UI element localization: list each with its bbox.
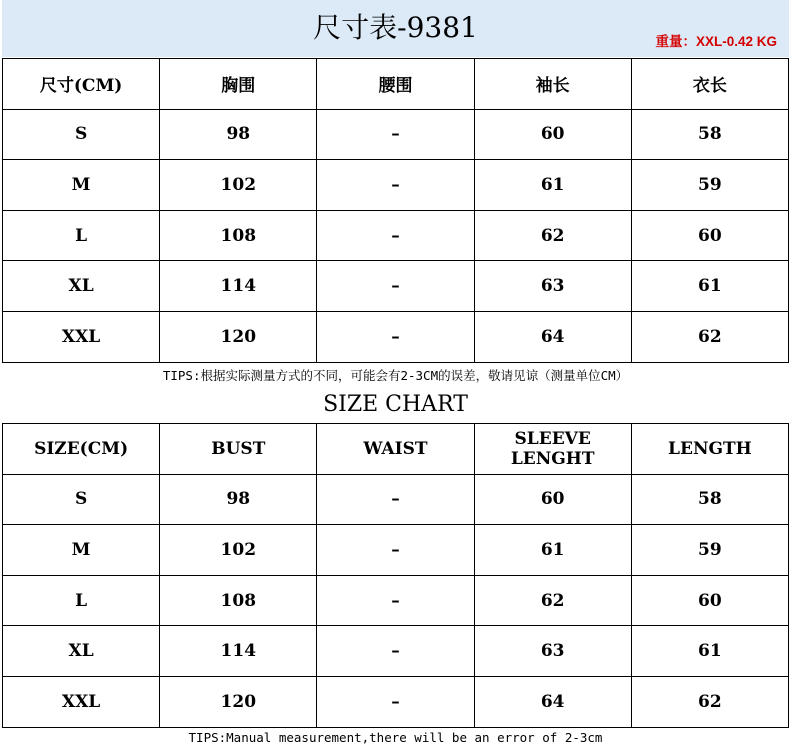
table-cell: – (317, 311, 474, 362)
table-cell: XXL (3, 311, 160, 362)
table-cell: 98 (160, 109, 317, 160)
size-chart-title: SIZE CHART (323, 392, 468, 417)
table-cell: – (317, 109, 474, 160)
table-row (3, 109, 789, 160)
table-cell: L (3, 575, 160, 626)
table-cell: 120 (160, 676, 317, 727)
table-cell: 61 (474, 160, 631, 211)
header-banner (2, 0, 789, 57)
table-cell: 61 (474, 525, 631, 576)
table-cell: 62 (474, 575, 631, 626)
table-cell: XXL (3, 676, 160, 727)
table-row (3, 311, 789, 362)
table-cell: – (317, 626, 474, 677)
table-cell: – (317, 575, 474, 626)
table-cell: 62 (631, 311, 788, 362)
table-cell: M (3, 525, 160, 576)
header-cell: WAIST (317, 424, 474, 475)
table-cell: – (317, 261, 474, 312)
table-cell: S (3, 109, 160, 160)
tips-note-en: TIPS:Manual measurement,there will be an error of 2-3cm (188, 730, 603, 745)
table-cell: – (317, 474, 474, 525)
table-cell: 64 (474, 676, 631, 727)
table-cell: 102 (160, 525, 317, 576)
table-cell: 59 (631, 160, 788, 211)
header-cell: BUST (160, 424, 317, 475)
table-cell: S (3, 474, 160, 525)
table-cell: XL (3, 261, 160, 312)
table-cell: – (317, 525, 474, 576)
table-cell: 102 (160, 160, 317, 211)
table-row (3, 626, 789, 677)
table-cell: 58 (631, 474, 788, 525)
table-cell: 120 (160, 311, 317, 362)
table-cell: 60 (631, 210, 788, 261)
table-cell: 63 (474, 626, 631, 677)
header-cell: 尺寸(CM) (3, 59, 160, 110)
table-cell: 98 (160, 474, 317, 525)
weight-note: 重量：XXL-0.42 KG (655, 34, 777, 49)
table-row (3, 676, 789, 727)
table-row (3, 474, 789, 525)
table-cell: 63 (474, 261, 631, 312)
header-cell: 胸围 (160, 59, 317, 110)
table-cell: 64 (474, 311, 631, 362)
table-cell: – (317, 210, 474, 261)
header-cell: SIZE(CM) (3, 424, 160, 475)
table-cell: 61 (631, 626, 788, 677)
tips-note-cn: TIPS:根据实际测量方式的不同，可能会有2-3CM的误差，敬请见谅（测量单位CM） (162, 368, 629, 383)
table-row (3, 210, 789, 261)
page-title: 尺寸表-9381 (313, 11, 478, 44)
table-cell: XL (3, 626, 160, 677)
header-cell: 袖长 (474, 59, 631, 110)
table-row (3, 160, 789, 211)
size-table-cn (2, 58, 789, 363)
header-cell: SLEEVE LENGHT (474, 424, 631, 475)
table-cell: 60 (474, 474, 631, 525)
table-cell: 58 (631, 109, 788, 160)
table-cell: M (3, 160, 160, 211)
size-table-en (2, 423, 789, 728)
table-cell: L (3, 210, 160, 261)
table-header-row (3, 59, 789, 110)
table-cell: 60 (474, 109, 631, 160)
table-row (3, 525, 789, 576)
table-cell: 61 (631, 261, 788, 312)
table-cell: 62 (474, 210, 631, 261)
header-cell: 腰围 (317, 59, 474, 110)
table-row (3, 575, 789, 626)
table-cell: 114 (160, 626, 317, 677)
header-cell: LENGTH (631, 424, 788, 475)
table-cell: 108 (160, 575, 317, 626)
table-cell: 62 (631, 676, 788, 727)
table-row (3, 261, 789, 312)
table-cell: – (317, 160, 474, 211)
header-cell: 衣长 (631, 59, 788, 110)
table-header-row (3, 424, 789, 475)
table-cell: 59 (631, 525, 788, 576)
table-cell: 60 (631, 575, 788, 626)
table-cell: 108 (160, 210, 317, 261)
table-cell: – (317, 676, 474, 727)
table-cell: 114 (160, 261, 317, 312)
